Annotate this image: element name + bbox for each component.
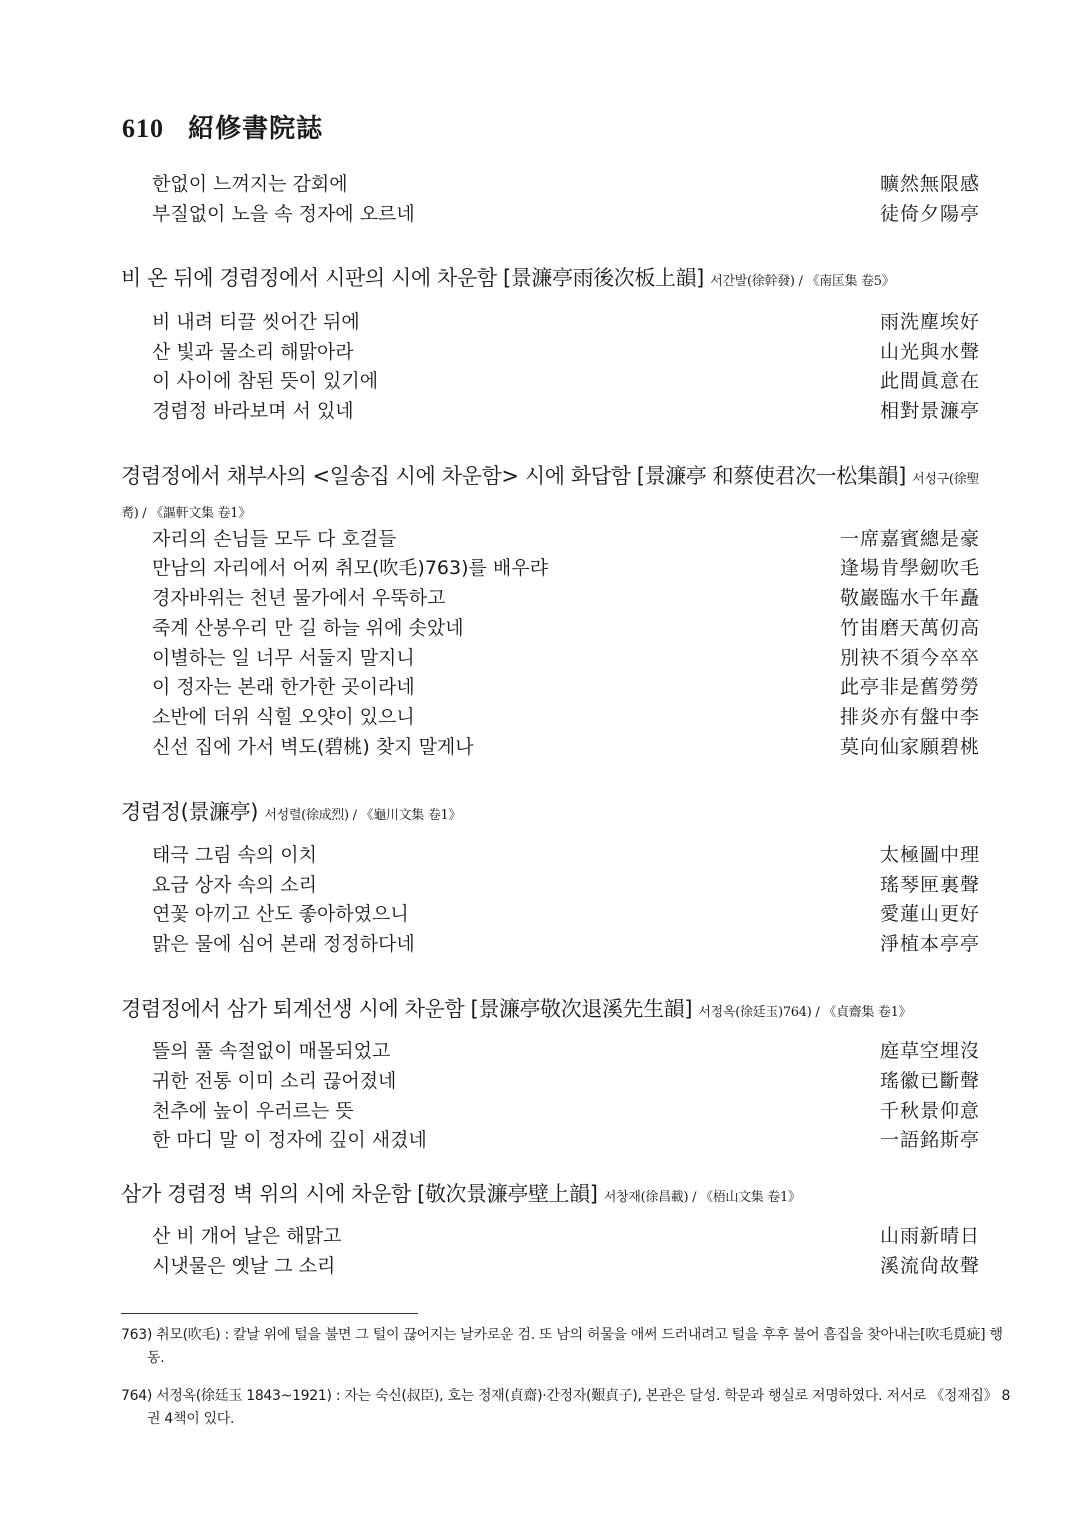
korean-line: 시냇물은 옛날 그 소리: [152, 1255, 336, 1277]
korean-line: 비 내려 티끌 씻어간 뒤에: [152, 311, 360, 333]
book-title: 紹修書院誌: [188, 114, 324, 144]
poem-title: [121, 461, 991, 529]
korean-line: 산 빛과 물소리 해맑아라: [152, 341, 354, 363]
hanja-line: 溪流尙故聲: [879, 1255, 980, 1277]
footnote-divider: [121, 1313, 418, 1314]
hanja-line: 愛蓮山更好: [879, 903, 980, 925]
poem-line: [152, 929, 980, 959]
korean-line: 경자바위는 천년 물가에서 우뚝하고: [152, 587, 446, 609]
poem-title: [121, 797, 991, 831]
korean-line: 뜰의 풀 속절없이 매몰되었고: [152, 1040, 391, 1062]
page-number: 610: [122, 114, 164, 143]
poem-line: [152, 553, 980, 583]
korean-line: 소반에 더위 식힐 오얏이 있으니: [152, 706, 415, 728]
korean-line: 한 마디 말 이 정자에 깊이 새겼네: [152, 1129, 427, 1151]
korean-line: 태극 그림 속의 이치: [152, 844, 317, 866]
poem-title: [121, 263, 991, 297]
hanja-line: 逢場肯學劒吹毛: [839, 557, 980, 579]
hanja-line: 此間眞意在: [879, 370, 980, 392]
korean-line: 천추에 높이 우러르는 뜻: [152, 1100, 354, 1122]
hanja-line: 曠然無限感: [879, 173, 980, 195]
footnote: 764) 서정옥(徐廷玉 1843~1921) : 자는 숙신(叔臣), 호는 정재(貞齋)·간정자(艱貞子), 본관은 달성. 학문과 행실로 저명하였다. 저서로 《정재집》 8권 4책이 있다.: [121, 1388, 1011, 1427]
poem-line: [152, 899, 980, 929]
korean-line: 귀한 전통 이미 소리 끊어졌네: [152, 1070, 397, 1092]
hanja-line: 此亭非是舊勞勞: [839, 676, 980, 698]
korean-line: 맑은 물에 심어 본래 정정하다네: [152, 933, 415, 955]
poem-line: [152, 1251, 980, 1281]
poem-line: [152, 613, 980, 643]
poem-title-text: 경렴정에서 삼가 퇴계선생 시에 차운함 [景濂亭敬次退溪先生韻]: [121, 997, 693, 1021]
poem-source: 서간발(徐幹發) / 《南匡集 卷5》: [710, 274, 895, 289]
poem-source: 서창재(徐昌載) / 《梧山文集 卷1》: [603, 1190, 801, 1205]
poem-line: [152, 199, 980, 229]
hanja-line: 別袂不須今卒卒: [839, 647, 980, 669]
poem-line: [152, 524, 980, 554]
korean-line: 부질없이 노을 속 정자에 오르네: [152, 203, 415, 225]
korean-line: 산 비 개어 날은 해맑고: [152, 1225, 342, 1247]
hanja-line: 徒倚夕陽亭: [879, 203, 980, 225]
poem-title-text: 삼가 경렴정 벽 위의 시에 차운함 [敬次景濂亭壁上韻]: [121, 1182, 598, 1206]
hanja-line: 相對景濂亭: [879, 400, 980, 422]
korean-line: 경렴정 바라보며 서 있네: [152, 400, 354, 422]
korean-line: 한없이 느껴지는 감회에: [152, 173, 348, 195]
hanja-line: 敬巖臨水千年矗: [839, 587, 980, 609]
hanja-line: 雨洗塵埃好: [879, 311, 980, 333]
poem-line: [152, 1125, 980, 1155]
poem-line: [152, 583, 980, 613]
hanja-line: 莫向仙家願碧桃: [839, 736, 980, 758]
poem-source: 서정옥(徐廷玉)764) / 《貞齋集 卷1》: [698, 1005, 912, 1020]
poem-line: [152, 672, 980, 702]
poem-line: [152, 1221, 980, 1251]
poem-line: [152, 337, 980, 367]
poem-line: [152, 732, 980, 762]
hanja-line: 竹峀磨天萬仞高: [839, 617, 980, 639]
poem-line: [152, 169, 980, 199]
poem-line: [152, 702, 980, 732]
hanja-line: 太極圖中理: [879, 844, 980, 866]
page-header: [122, 108, 323, 145]
poem-source: 서성구(徐聖耉) / 《謳軒文集 卷1》: [121, 472, 980, 521]
korean-line: 이 사이에 참된 뜻이 있기에: [152, 370, 379, 392]
hanja-line: 淨植本亭亭: [879, 933, 980, 955]
korean-line: 연꽃 아끼고 산도 좋아하였으니: [152, 903, 409, 925]
poem-line: [152, 307, 980, 337]
korean-line: 신선 집에 가서 벽도(碧桃) 찾지 말게나: [152, 736, 474, 758]
hanja-line: 瑤琴匣裏聲: [879, 874, 980, 896]
poem-line: [152, 840, 980, 870]
hanja-line: 山雨新晴日: [879, 1225, 980, 1247]
hanja-line: 庭草空埋沒: [879, 1040, 980, 1062]
poem-line: [152, 1066, 980, 1096]
hanja-line: 一席嘉賓總是豪: [839, 528, 980, 550]
poem-title: [121, 1179, 991, 1213]
footnote: 763) 취모(吹毛) : 칼날 위에 털을 불면 그 털이 끊어지는 날카로운 검. 또 남의 허물을 애써 드러내려고 털을 후후 불어 흠집을 찾아내는[吹毛覓疵] 행동.: [121, 1327, 1003, 1366]
hanja-line: 一語銘斯亭: [879, 1129, 980, 1151]
poem-title-text: 비 온 뒤에 경렴정에서 시판의 시에 차운함 [景濂亭雨後次板上韻]: [121, 266, 704, 290]
poem-line: [152, 396, 980, 426]
poem-line: [152, 1036, 980, 1066]
korean-line: 이별하는 일 너무 서둘지 말지니: [152, 647, 415, 669]
poem-line: [152, 643, 980, 673]
poem-line: [152, 366, 980, 396]
korean-line: 자리의 손님들 모두 다 호걸들: [152, 528, 397, 550]
korean-line: 이 정자는 본래 한가한 곳이라네: [152, 676, 415, 698]
korean-line: 요금 상자 속의 소리: [152, 874, 317, 896]
hanja-line: 山光與水聲: [879, 341, 980, 363]
hanja-line: 千秋景仰意: [879, 1100, 980, 1122]
poem-title-text: 경렴정에서 채부사의 <일송집 시에 차운함> 시에 화답함 [景濂亭 和蔡使君次一松集韻]: [121, 464, 906, 488]
poem-source: 서성렬(徐成烈) / 《龜川文集 卷1》: [264, 808, 462, 823]
poem-title: [121, 994, 991, 1028]
hanja-line: 瑤徽已斷聲: [879, 1070, 980, 1092]
korean-line: 죽계 산봉우리 만 길 하늘 위에 솟았네: [152, 617, 464, 639]
hanja-line: 排炎亦有盤中李: [839, 706, 980, 728]
korean-line: 만남의 자리에서 어찌 취모(吹毛)763)를 배우랴: [152, 557, 548, 579]
poem-title-text: 경렴정(景濂亭): [121, 800, 259, 824]
poem-line: [152, 1096, 980, 1126]
poem-line: [152, 870, 980, 900]
